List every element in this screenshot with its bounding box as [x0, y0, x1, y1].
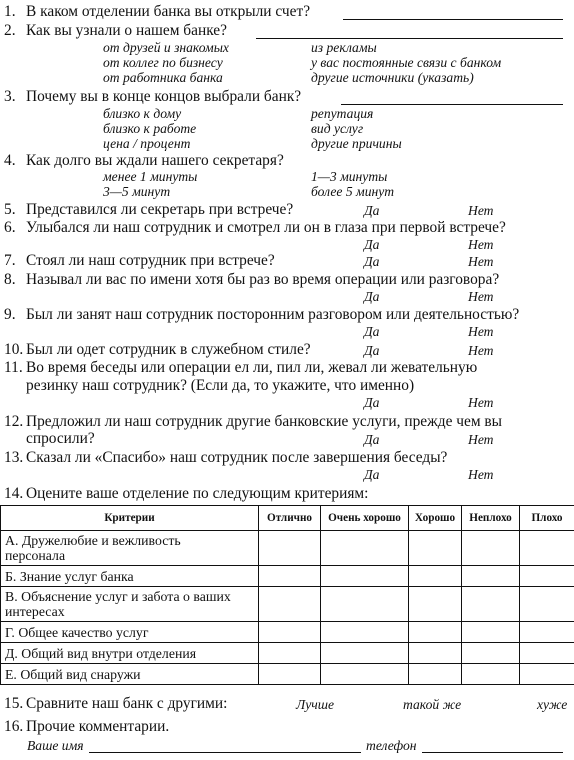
option-no-q12[interactable]: Нет [468, 432, 494, 447]
option-yes-q11[interactable]: Да [364, 395, 380, 410]
rating-cell[interactable] [259, 531, 321, 566]
criterion-label: Б. Знание услуг банка [1, 566, 259, 587]
question-number: 1. [4, 3, 16, 20]
question-11-continuation: резинку наш сотрудник? (Если да, то укажите, что именно) [26, 377, 415, 394]
question-text: В каком отделении банка вы открыли счет? [26, 3, 311, 20]
rating-cell[interactable] [259, 664, 321, 685]
question-1 [4, 3, 310, 21]
option-yes-q10[interactable]: Да [364, 343, 380, 358]
option-yes-q5[interactable]: Да [364, 203, 380, 218]
option-friends[interactable]: от друзей и знакомых [103, 40, 229, 55]
rating-cell[interactable] [520, 531, 574, 566]
header-excellent: Отлично [259, 506, 321, 531]
option-no-q10[interactable]: Нет [468, 343, 494, 358]
option-yes-q13[interactable]: Да [364, 467, 380, 482]
rating-cell[interactable] [520, 664, 574, 685]
name-input-line[interactable] [89, 738, 361, 753]
option-colleagues[interactable]: от коллег по бизнесу [103, 55, 223, 70]
option-reputation[interactable]: репутация [311, 106, 374, 121]
option-near-work[interactable]: близко к работе [103, 121, 197, 136]
question-5: 5. Представился ли секретарь при встрече? [4, 201, 294, 218]
rating-cell[interactable] [462, 622, 520, 643]
rating-cell[interactable] [520, 643, 574, 664]
option-permanent-ties[interactable]: у вас постоянные связи с банком [311, 55, 502, 70]
rating-cell[interactable] [259, 643, 321, 664]
question-14: 14. Оцените ваше отделение по следующим критериям: [4, 485, 369, 502]
question-12: 12. Предложил ли наш сотрудник другие банковские услуги, прежде чем вы [4, 413, 503, 430]
option-other-sources[interactable]: другие источники (указать) [311, 70, 474, 85]
option-yes-q7[interactable]: Да [364, 254, 380, 269]
table-row [1, 587, 574, 622]
option-price[interactable]: цена / процент [103, 136, 191, 151]
rating-cell[interactable] [409, 643, 462, 664]
criteria-table [0, 505, 574, 685]
table-row [1, 531, 574, 566]
question-8: 8. Называл ли вас по имени хотя бы раз во время операции или разговора? [4, 271, 500, 288]
rating-cell[interactable] [321, 622, 409, 643]
name-label: Ваше имя [27, 738, 84, 753]
option-no-q5[interactable]: Нет [468, 203, 494, 218]
rating-cell[interactable] [520, 587, 574, 622]
option-near-home[interactable]: близко к дому [103, 106, 182, 121]
option-worse[interactable]: хуже [537, 697, 568, 712]
option-service-types[interactable]: вид услуг [311, 121, 364, 136]
rating-cell[interactable] [520, 566, 574, 587]
option-other-reasons[interactable]: другие причины [311, 136, 402, 151]
option-1-3-min[interactable]: 1—3 минуты [311, 169, 388, 184]
option-better[interactable]: Лучше [296, 697, 335, 712]
rating-cell[interactable] [409, 664, 462, 685]
option-yes-q8[interactable]: Да [364, 289, 380, 304]
question-2: 2. Как вы узнали о нашем банке? [4, 22, 227, 39]
option-no-q6[interactable]: Нет [468, 237, 494, 252]
rating-cell[interactable] [321, 664, 409, 685]
rating-cell[interactable] [321, 643, 409, 664]
rating-cell[interactable] [321, 531, 409, 566]
question-9: 9. Был ли занят наш сотрудник посторонним разговором или деятельностью? [4, 306, 520, 323]
table-row [1, 643, 574, 664]
criterion-label: Д. Общий вид внутри отделения [1, 643, 259, 664]
rating-cell[interactable] [520, 622, 574, 643]
criterion-label: Е. Общий вид снаружи [1, 664, 259, 685]
table-row [1, 664, 574, 685]
rating-cell[interactable] [462, 566, 520, 587]
option-yes-q9[interactable]: Да [364, 324, 380, 339]
criterion-label: Г. Общее качество услуг [1, 622, 259, 643]
criterion-label: В. Объяснение услуг и забота о ваших интересах [1, 587, 259, 622]
header-good: Хорошо [409, 506, 462, 531]
option-no-q11[interactable]: Нет [468, 395, 494, 410]
option-no-q7[interactable]: Нет [468, 254, 494, 269]
rating-cell[interactable] [462, 643, 520, 664]
rating-cell[interactable] [259, 622, 321, 643]
phone-label: телефон [366, 738, 417, 753]
question-16: 16. Прочие комментарии. [4, 718, 170, 735]
rating-cell[interactable] [462, 664, 520, 685]
option-yes-q12[interactable]: Да [364, 432, 380, 447]
question-11: 11. Во время беседы или операции ел ли, пил ли, жевал ли жевательную [4, 359, 478, 376]
answer-line-q1[interactable] [343, 5, 563, 20]
header-fair: Неплохо [462, 506, 520, 531]
answer-line-q3[interactable] [341, 90, 563, 105]
rating-cell[interactable] [462, 531, 520, 566]
option-more-5-min[interactable]: более 5 минут [311, 184, 395, 199]
question-3: 3. Почему вы в конце концов выбрали банк? [4, 88, 302, 105]
question-15: 15. Сравните наш банк с другими: [4, 695, 228, 712]
table-row [1, 622, 574, 643]
option-no-q13[interactable]: Нет [468, 467, 494, 482]
question-4: 4. Как долго вы ждали нашего секретаря? [4, 152, 284, 169]
option-no-q8[interactable]: Нет [468, 289, 494, 304]
question-7: 7. Стоял ли наш сотрудник при встрече? [4, 252, 275, 269]
table-header-row [1, 506, 574, 531]
rating-cell[interactable] [409, 566, 462, 587]
phone-input-line[interactable] [422, 738, 563, 753]
option-yes-q6[interactable]: Да [364, 237, 380, 252]
header-criteria: Критерии [1, 506, 259, 531]
option-bank-employee[interactable]: от работника банка [103, 70, 223, 85]
answer-line-q2[interactable] [256, 24, 563, 39]
option-advertising[interactable]: из рекламы [311, 40, 377, 55]
rating-cell[interactable] [409, 587, 462, 622]
header-poor: Плохо [520, 506, 574, 531]
rating-cell[interactable] [259, 566, 321, 587]
table-row [1, 566, 574, 587]
question-12-continuation: спросили? [26, 430, 95, 447]
rating-cell[interactable] [409, 531, 462, 566]
option-no-q9[interactable]: Нет [468, 324, 494, 339]
question-13: 13. Сказал ли «Спасибо» наш сотрудник после завершения беседы? [4, 449, 448, 466]
question-6: 6. Улыбался ли наш сотрудник и смотрел ли он в глаза при первой встрече? [4, 219, 506, 236]
option-less-1-min[interactable]: менее 1 минуты [103, 169, 198, 184]
rating-cell[interactable] [259, 587, 321, 622]
option-same[interactable]: такой же [403, 697, 462, 712]
question-10: 10. Был ли одет сотрудник в служебном стиле? [4, 341, 311, 358]
rating-cell[interactable] [462, 587, 520, 622]
rating-cell[interactable] [409, 622, 462, 643]
criterion-label: А. Дружелюбие и вежливость персонала [1, 531, 259, 566]
rating-cell[interactable] [321, 587, 409, 622]
option-3-5-min[interactable]: 3—5 минут [103, 184, 171, 199]
header-very-good: Очень хорошо [321, 506, 409, 531]
rating-cell[interactable] [321, 566, 409, 587]
